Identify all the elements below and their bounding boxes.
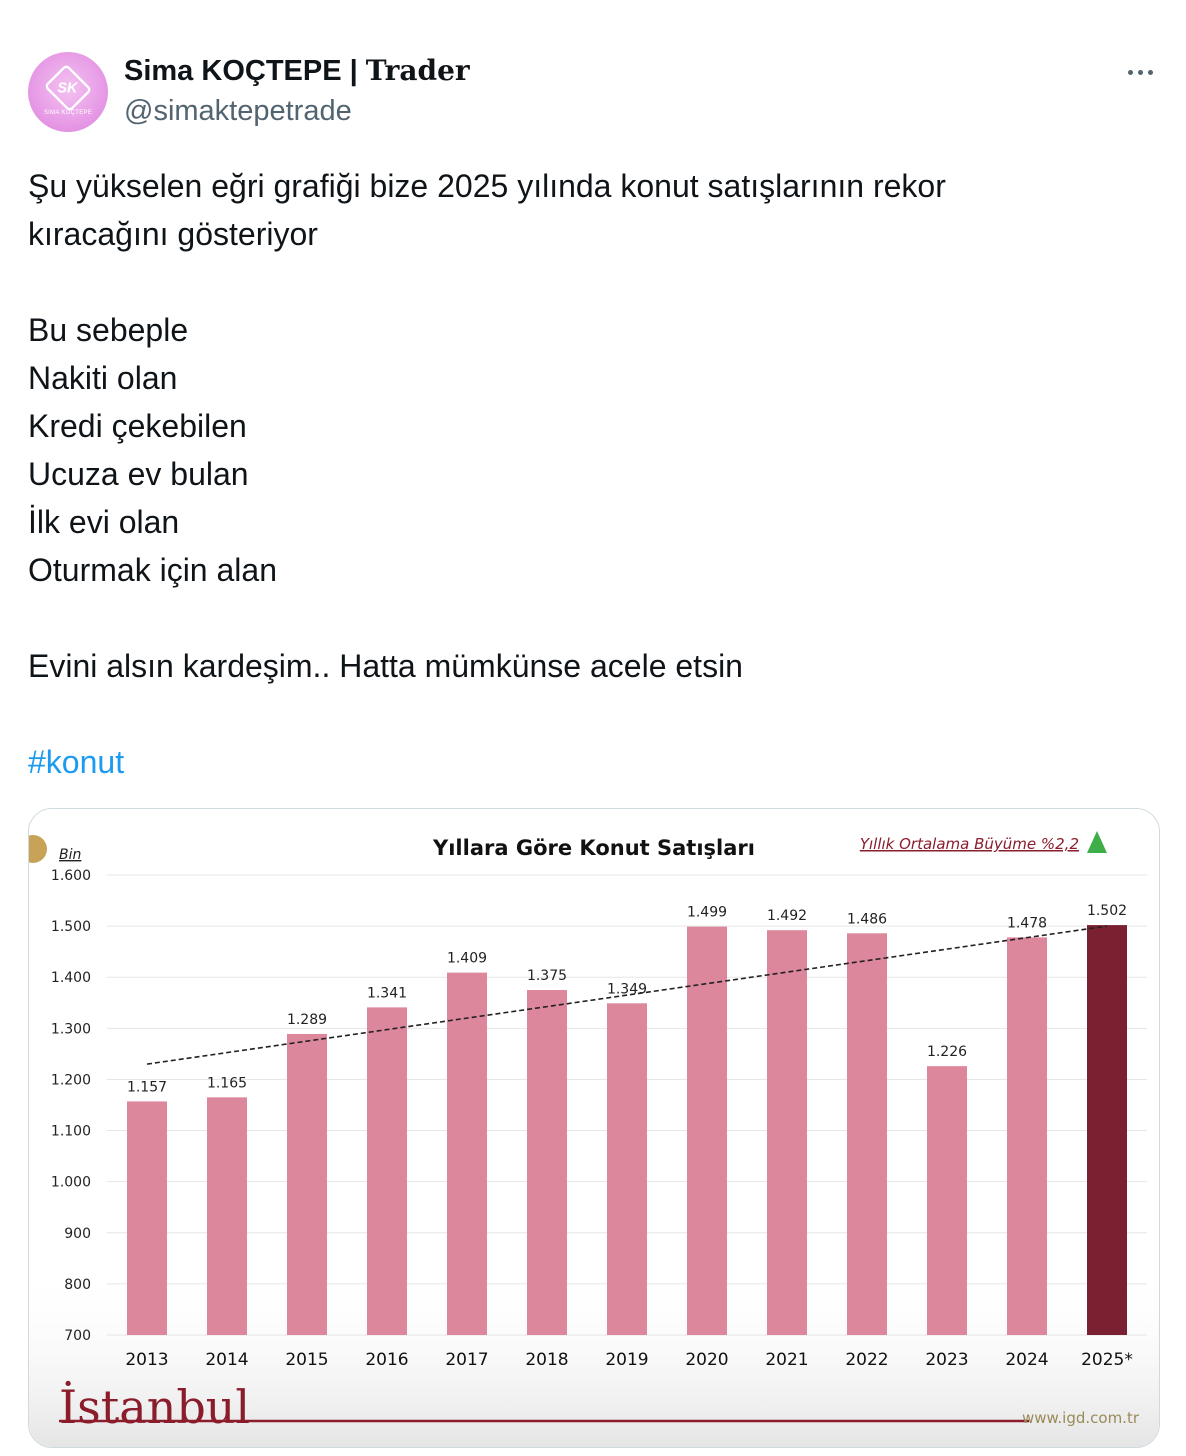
x-tick-label: 2013 <box>125 1350 169 1370</box>
tweet-text-line: Bu sebeple <box>28 312 189 348</box>
bar <box>1007 937 1047 1335</box>
y-tick-label: 700 <box>64 1328 91 1344</box>
x-tick-label: 2018 <box>525 1350 569 1370</box>
author-role: Trader <box>365 54 470 87</box>
data-label: 1.502 <box>1086 903 1128 920</box>
website-url: www.igd.com.tr <box>1021 1409 1139 1427</box>
data-label: 1.226 <box>926 1044 968 1061</box>
more-horizontal-icon <box>1128 70 1133 75</box>
tweet-text-line: kıracağını gösteriyor <box>28 216 318 252</box>
x-tick-label: 2025* <box>1081 1350 1133 1370</box>
tweet-text-line: Oturmak için alan <box>28 552 277 588</box>
data-label: 1.165 <box>206 1075 248 1092</box>
chart-title: Yıllara Göre Konut Satışları <box>433 836 755 860</box>
tweet-text <box>28 162 1148 786</box>
more-dot <box>1138 70 1143 75</box>
x-tick-label: 2016 <box>365 1350 409 1370</box>
growth-note: Yıllık Ortalama Büyüme %2,2 <box>859 835 1079 853</box>
y-tick-label: 1.400 <box>50 970 91 987</box>
hashtag-link[interactable]: #konut <box>28 744 125 780</box>
y-axis-unit: Bin <box>59 847 82 863</box>
bar <box>927 1066 967 1335</box>
blank-line <box>28 594 1148 642</box>
tweet-text-line: Ucuza ev bulan <box>28 456 249 492</box>
bar <box>127 1101 167 1335</box>
tweet-image[interactable] <box>28 808 1160 1448</box>
bar <box>687 927 727 1335</box>
data-label: 1.157 <box>126 1079 168 1096</box>
y-tick-label: 1.300 <box>50 1021 91 1038</box>
bottom-edge <box>0 1448 1186 1456</box>
tweet-text-line: Kredi çekebilen <box>28 408 247 444</box>
data-label: 1.349 <box>606 981 648 998</box>
tweet-text-line: Şu yükselen eğri grafiği bize 2025 yılında konut satışlarının rekor <box>28 168 946 204</box>
author-name[interactable] <box>124 54 470 88</box>
avatar[interactable] <box>28 52 108 132</box>
bar <box>287 1034 327 1335</box>
author-name-text: Sima KOÇTEPE <box>124 55 342 87</box>
author-separator: | <box>341 55 366 87</box>
x-tick-label: 2017 <box>445 1350 489 1370</box>
x-tick-label: 2019 <box>605 1350 649 1370</box>
tweet-text-line: Evini alsın kardeşim.. Hatta mümkünse acele etsin <box>28 648 743 684</box>
bar <box>1087 925 1127 1335</box>
hashtag-line <box>28 738 1148 786</box>
x-tick-label: 2023 <box>925 1350 969 1370</box>
data-label: 1.492 <box>766 908 808 925</box>
tweet-text-line: Nakiti olan <box>28 360 178 396</box>
bar <box>367 1007 407 1335</box>
bar <box>207 1097 247 1335</box>
data-label: 1.341 <box>366 985 408 1002</box>
avatar-subtext: SIMA KOÇTEPE <box>43 110 93 116</box>
chart-svg <box>29 809 1159 1447</box>
data-label: 1.478 <box>1006 915 1048 932</box>
x-tick-label: 2022 <box>845 1350 889 1370</box>
tweet-text-line: İlk evi olan <box>28 504 180 540</box>
bar <box>527 990 567 1335</box>
y-tick-label: 1.100 <box>50 1123 91 1140</box>
y-tick-label: 1.600 <box>50 868 91 884</box>
more-options-button[interactable] <box>1120 58 1160 86</box>
author-handle[interactable]: @simaktepetrade <box>124 95 352 127</box>
data-label: 1.499 <box>686 904 728 921</box>
x-tick-label: 2015 <box>285 1350 329 1370</box>
y-tick-label: 1.500 <box>50 919 91 936</box>
y-tick-label: 900 <box>64 1225 91 1242</box>
bar <box>607 1003 647 1335</box>
y-tick-label: 800 <box>64 1276 91 1293</box>
y-tick-label: 1.000 <box>50 1174 91 1191</box>
data-label: 1.409 <box>446 950 488 967</box>
x-tick-label: 2020 <box>685 1350 729 1370</box>
data-label: 1.375 <box>526 968 568 984</box>
y-tick-label: 1.200 <box>50 1072 91 1089</box>
blank-line <box>28 258 1148 306</box>
blank-line <box>28 690 1148 738</box>
data-label: 1.289 <box>286 1011 328 1028</box>
bar <box>767 930 807 1335</box>
x-tick-label: 2024 <box>1005 1350 1049 1370</box>
x-tick-label: 2014 <box>205 1350 249 1370</box>
bar <box>447 973 487 1335</box>
data-label: 1.486 <box>846 911 888 928</box>
bar <box>847 933 887 1335</box>
istanbul-logo: İstanbul <box>59 1380 251 1434</box>
more-dot <box>1148 70 1153 75</box>
x-tick-label: 2021 <box>765 1350 809 1370</box>
avatar-logo-icon: SK <box>44 64 93 113</box>
